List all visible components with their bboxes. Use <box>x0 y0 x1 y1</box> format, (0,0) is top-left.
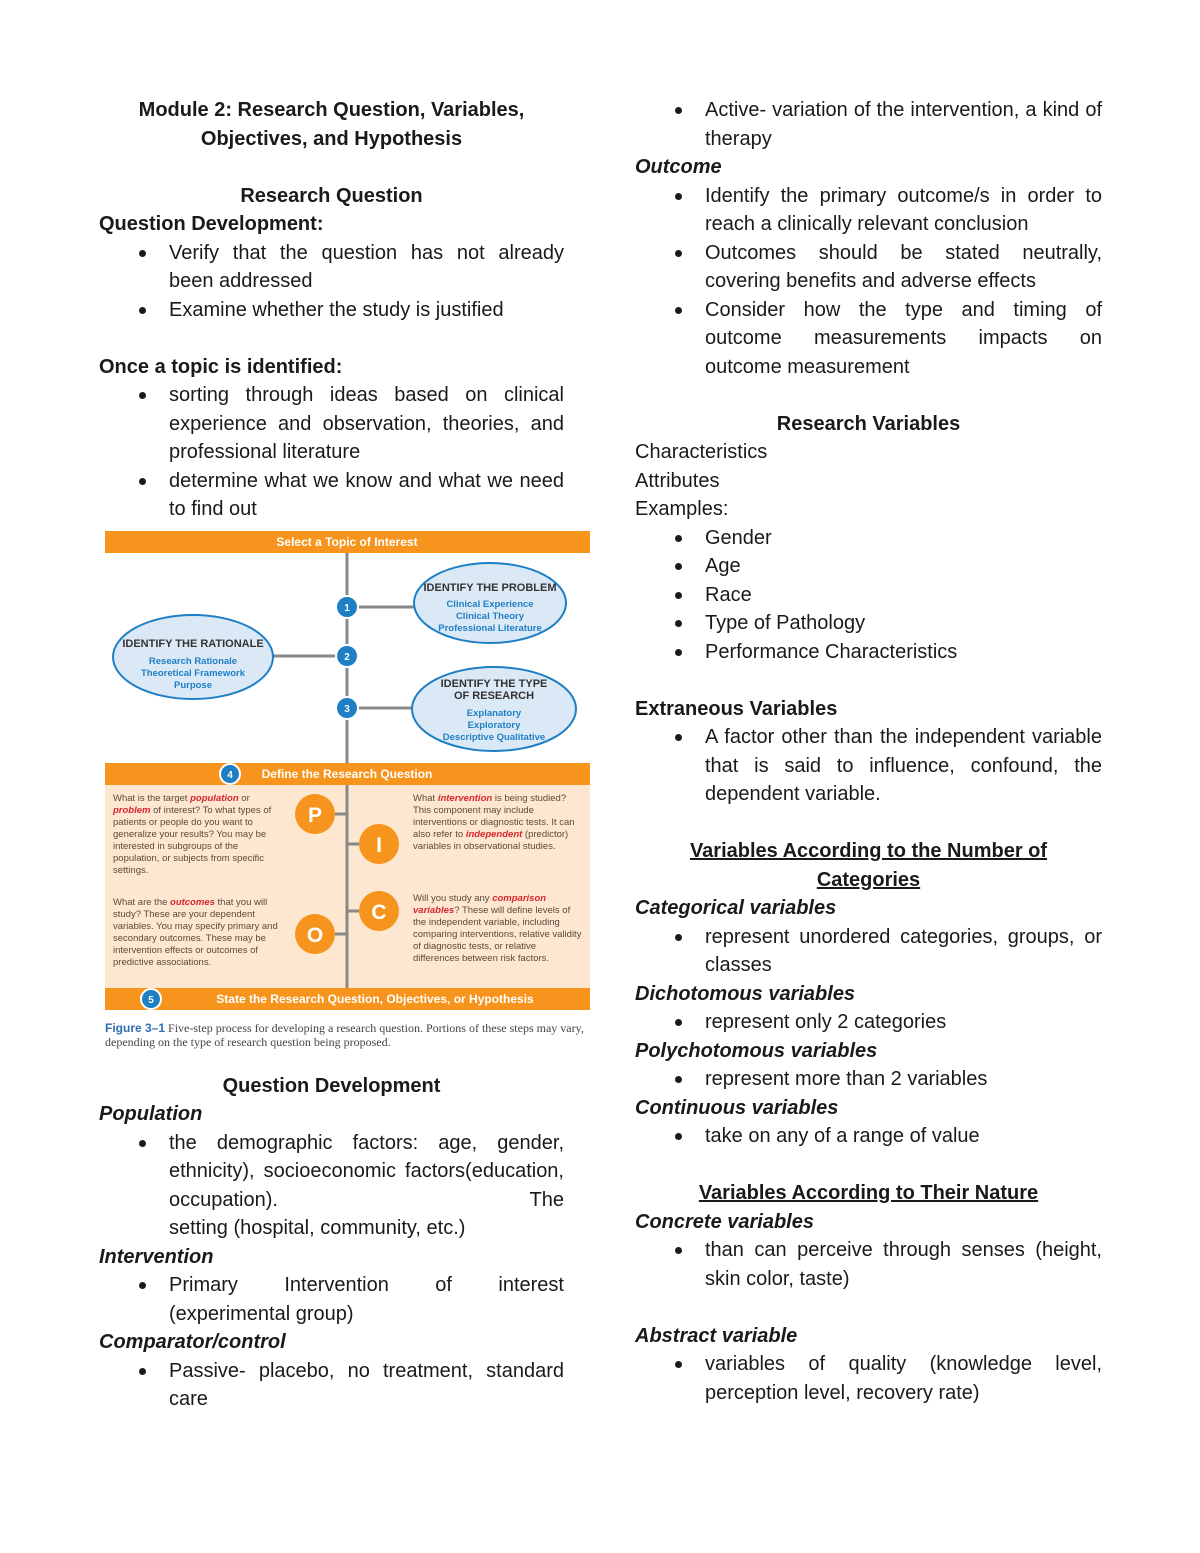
letter-i: I <box>376 833 382 857</box>
rv-line: Examples: <box>635 498 729 520</box>
rationale-title: IDENTIFY THE RATIONALE <box>122 637 264 650</box>
rv-line: Attributes <box>635 469 720 492</box>
intervention-list <box>99 1271 564 1328</box>
define-bar-label: Define the Research Question <box>261 766 433 781</box>
topic-identified-heading: Once a topic is identified: <box>99 355 343 378</box>
question-development-list <box>99 239 564 325</box>
left-column <box>99 96 584 1414</box>
i-description: What intervention is being studied? This component may include interventions or diagnostic tests. It can also refer to independent (predictor) variables in observational studies. <box>413 792 575 852</box>
list-item: sorting through ideas based on clinical experience and observation, theories, and professional literature <box>99 381 564 467</box>
list-item: represent unordered categories, groups, or classes <box>635 923 1102 980</box>
step-2-number: 2 <box>344 651 350 663</box>
problem-line: Professional Literature <box>438 622 542 634</box>
rv-line: Characteristics <box>635 441 768 463</box>
research-question-heading: Research Question <box>240 184 423 207</box>
rationale-line: Research Rationale <box>148 655 238 667</box>
list-item: than can perceive through senses (height, skin color, taste) <box>635 1236 1102 1293</box>
type-line: Exploratory <box>467 719 521 731</box>
polychotomous-heading: Polychotomous variables <box>635 1039 878 1062</box>
list-item: Primary Intervention of interest (experimental group) <box>99 1271 564 1328</box>
categorical-list <box>635 923 1102 980</box>
continuous-list <box>635 1122 1102 1151</box>
page-title: Module 2: Research Question, Variables, Objectives, and Hypothesis <box>138 99 525 150</box>
examples-list <box>635 524 1102 667</box>
list-item: variables of quality (knowledge level, perception level, recovery rate) <box>635 1350 1102 1407</box>
p-description: What is the target population or problem of interest? To what types of patients or people do you want to generalize your results? You may be interested in subgroups of the population, or subjects from specific settings. <box>113 792 272 876</box>
research-variables-heading: Research Variables <box>776 412 961 435</box>
list-item: the demographic factors: age, gender, ethnicity), socioeconomic factors(education, occupation). The setting (hospital, community, etc.) <box>99 1129 564 1243</box>
extraneous-list <box>635 723 1102 809</box>
rationale-line: Theoretical Framework <box>140 667 246 679</box>
list-item: Performance Characteristics <box>635 638 1102 667</box>
list-item: Examine whether the study is justified <box>99 296 564 325</box>
type-line: Explanatory <box>466 707 522 719</box>
concrete-list <box>635 1236 1102 1293</box>
list-item: A factor other than the independent variable that is said to influence, confound, the dependent variable. <box>635 723 1102 809</box>
type-title: OF RESEARCH <box>453 689 535 702</box>
figure-caption: Figure 3–1 Five-step process for developing a research question. Portions of these steps may vary, depending on the type of research question being proposed. <box>105 1020 584 1049</box>
list-item: Race <box>635 581 1102 610</box>
concrete-heading: Concrete variables <box>635 1210 814 1233</box>
continuous-heading: Continuous variables <box>635 1096 839 1119</box>
population-heading: Population <box>99 1103 203 1125</box>
topic-list <box>99 381 564 524</box>
population-list <box>99 1129 564 1243</box>
research-question-figure <box>105 531 590 1083</box>
type-line: Descriptive Qualitative <box>442 731 546 743</box>
list-item: take on any of a range of value <box>635 1122 1102 1151</box>
step-1-number: 1 <box>344 602 350 614</box>
comparator-continued-list <box>635 96 1102 153</box>
problem-line: Clinical Theory <box>455 610 525 622</box>
outcome-list <box>635 182 1102 382</box>
extraneous-heading: Extraneous Variables <box>635 697 838 720</box>
abstract-heading: Abstract variable <box>635 1324 798 1347</box>
number-of-categories-heading: Variables According to the Number of Categories <box>689 840 1048 891</box>
list-item: Type of Pathology <box>635 609 1102 638</box>
step-4-number: 4 <box>227 769 233 781</box>
list-item: represent only 2 categories <box>635 1008 1102 1037</box>
list-item: Consider how the type and timing of outcome measurements impacts on outcome measurement <box>635 296 1102 382</box>
categorical-heading: Categorical variables <box>635 897 837 919</box>
state-bar-label: State the Research Question, Objectives, or Hypothesis <box>216 991 534 1006</box>
list-item: Identify the primary outcome/s in order to reach a clinically relevant conclusion <box>635 182 1102 239</box>
question-development-subheading: Question Development <box>222 1074 441 1097</box>
list-item: Passive- placebo, no treatment, standard care <box>99 1357 564 1414</box>
list-item: Gender <box>635 524 1102 553</box>
intervention-heading: Intervention <box>99 1245 214 1268</box>
problem-line: Clinical Experience <box>446 598 534 610</box>
dichotomous-list <box>635 1008 1102 1037</box>
step-3-number: 3 <box>344 703 350 715</box>
abstract-list <box>635 1350 1102 1407</box>
letter-o: O <box>306 923 324 947</box>
question-development-heading: Question Development: <box>99 213 324 235</box>
letter-c: C <box>371 900 387 924</box>
top-bar-label: Select a Topic of Interest <box>276 534 418 549</box>
right-column <box>635 96 1102 1407</box>
c-description: Will you study any comparison variables? These will define levels of the independent variable, including comparing interventions, relative validity of diagnostic tests, or relative differences between risk factors. <box>413 892 582 964</box>
outcome-heading: Outcome <box>635 156 722 178</box>
step-5-number: 5 <box>148 994 154 1006</box>
letter-p: P <box>307 803 323 827</box>
problem-title: IDENTIFY THE PROBLEM <box>423 581 557 594</box>
list-item: Outcomes should be stated neutrally, covering benefits and adverse effects <box>635 239 1102 296</box>
dichotomous-heading: Dichotomous variables <box>635 982 856 1005</box>
o-description: What are the outcomes that you will study? These are your dependent variables. You may specify primary and secondary outcomes. These may be intervention effects or outcomes of predictive associations. <box>113 896 278 968</box>
comparator-list <box>99 1357 564 1414</box>
rationale-line: Purpose <box>173 679 213 691</box>
list-item: Age <box>635 552 1102 581</box>
list-item: Active- variation of the intervention, a kind of therapy <box>635 96 1102 153</box>
list-item: represent more than 2 variables <box>635 1065 1102 1094</box>
list-item: determine what we know and what we need to find out <box>99 467 564 524</box>
polychotomous-list <box>635 1065 1102 1094</box>
nature-heading: Variables According to Their Nature <box>698 1182 1039 1204</box>
type-title: IDENTIFY THE TYPE <box>440 677 548 690</box>
comparator-heading: Comparator/control <box>99 1331 286 1353</box>
list-item: Verify that the question has not already been addressed <box>99 239 564 296</box>
